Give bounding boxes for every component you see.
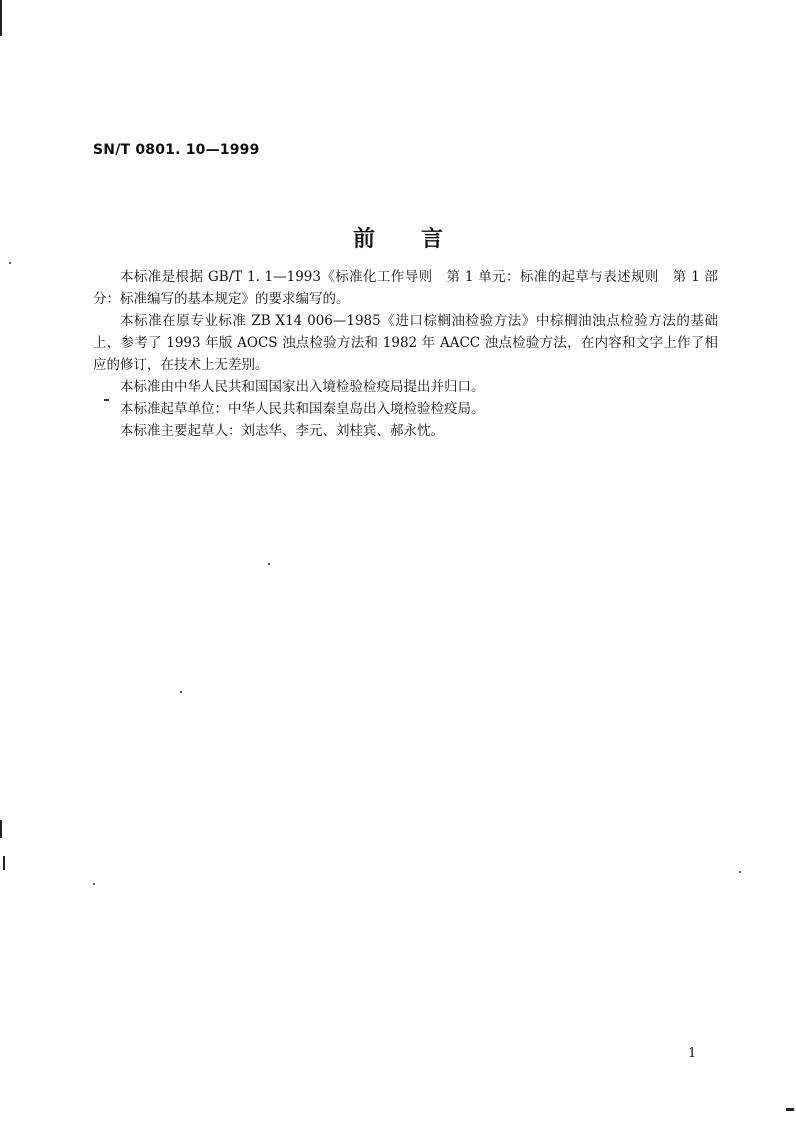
foreword-paragraph-3: 本标准由中华人民共和国国家出入境检验检疫局提出并归口。	[120, 379, 485, 395]
scan-speck	[104, 399, 109, 401]
scan-edge-mark	[0, 820, 2, 838]
foreword-paragraph-2: 本标准在原专业标准 ZB X14 006—1985《进口棕榈油检验方法》中棕榈油浊点检验方法的基础上，参考了 1993 年版 AOCS 浊点检验方法和 1982 年 AACC 浊点检验方法，在内容和文字上作了相应的修订，在技术上无差别。	[93, 313, 718, 373]
foreword-paragraph-1: 本标准是根据 GB/T 1. 1—1993《标准化工作导则 第 1 单元：标准的起草与表述规则 第 1 部分：标准编写的基本规定》的要求编写的。	[93, 269, 718, 307]
scan-speck	[180, 691, 182, 693]
scan-speck	[93, 883, 95, 885]
page-number: 1	[688, 1046, 697, 1061]
page-title: 前言	[352, 227, 489, 252]
foreword-body	[93, 266, 718, 442]
standard-code: SN/T 0801. 10—1999	[93, 142, 260, 158]
scan-speck	[9, 262, 11, 264]
scan-speck	[268, 563, 270, 565]
scan-edge-mark	[0, 0, 2, 36]
scan-edge-mark	[3, 856, 5, 870]
foreword-paragraph-5: 本标准主要起草人：刘志华、李元、刘桂宾、郝永忱。	[120, 423, 444, 439]
foreword-paragraph-4: 本标准起草单位：中华人民共和国秦皇岛出入境检验检疫局。	[120, 401, 485, 417]
scan-speck	[739, 871, 741, 873]
scan-edge-mark	[786, 1108, 794, 1111]
